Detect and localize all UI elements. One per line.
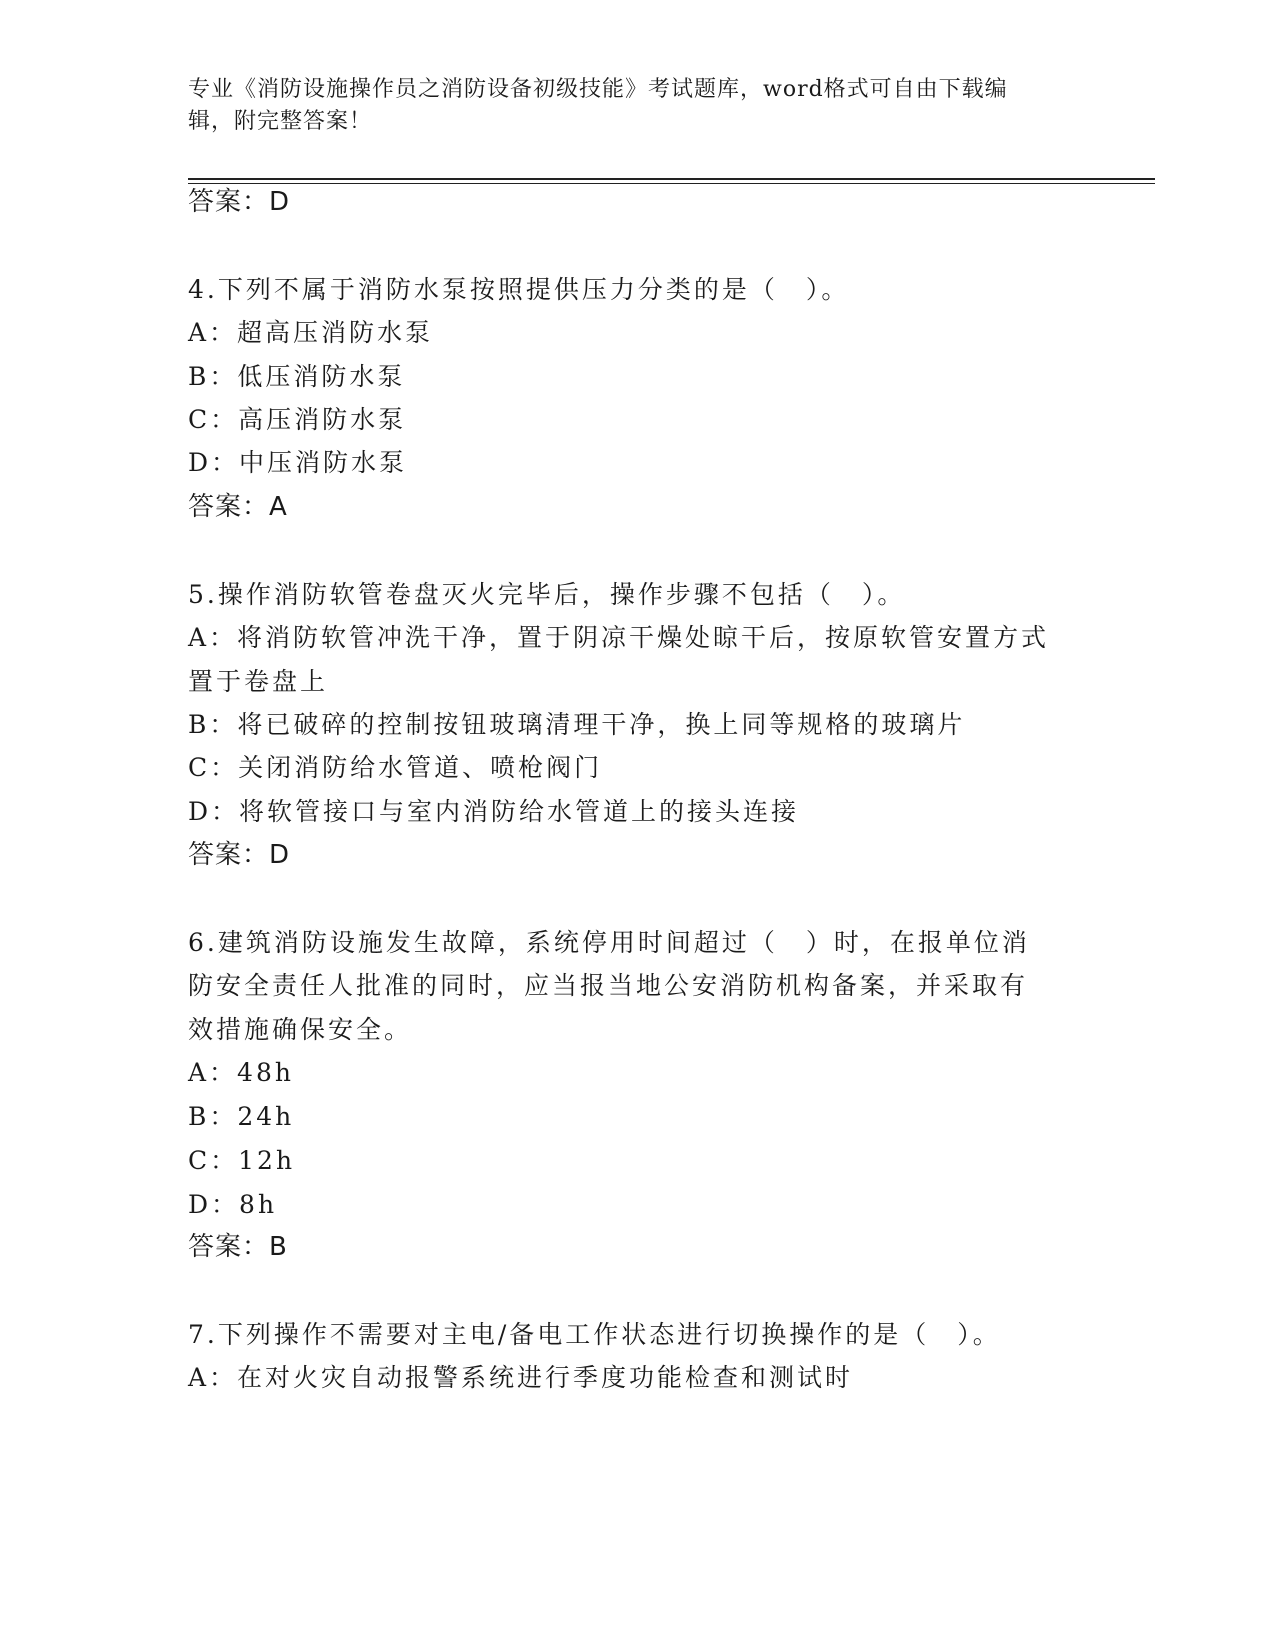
question-5-option-b: B：将已破碎的控制按钮玻璃清理干净，换上同等规格的玻璃片 xyxy=(188,710,966,739)
question-6-option-d: D：8h xyxy=(188,1190,278,1219)
question-5-option-a: A：将消防软管冲洗干净，置于阴凉干燥处晾干后，按原软管安置方式 xyxy=(188,623,1050,652)
header-rule-thick xyxy=(188,178,1155,180)
question-6-option-c: C：12h xyxy=(188,1146,296,1175)
question-6-answer: 答案：B xyxy=(188,1232,288,1262)
question-6-stem-line-2: 防安全责任人批准的同时，应当报当地公安消防机构备案，并采取有 xyxy=(188,971,1029,1000)
question-4-option-a: A：超高压消防水泵 xyxy=(188,318,434,347)
question-5-option-c: C：关闭消防给水管道、喷枪阀门 xyxy=(188,753,603,782)
header-rule-thin xyxy=(188,183,1155,184)
question-5-stem: 5.操作消防软管卷盘灭火完毕后，操作步骤不包括（ ）。 xyxy=(188,580,906,609)
question-4-answer: 答案：A xyxy=(188,492,288,522)
question-5-option-d: D：将软管接口与室内消防给水管道上的接头连接 xyxy=(188,797,800,826)
question-7-option-a: A：在对火灾自动报警系统进行季度功能检查和测试时 xyxy=(188,1363,854,1392)
header-line-1: 专业《消防设施操作员之消防设备初级技能》考试题库，word格式可自由下载编 xyxy=(188,77,1008,102)
question-4-stem: 4.下列不属于消防水泵按照提供压力分类的是（ ）。 xyxy=(188,275,850,304)
answer-previous: 答案：D xyxy=(188,187,291,217)
question-5-answer: 答案：D xyxy=(188,840,291,870)
question-6-stem-line-3: 效措施确保安全。 xyxy=(188,1015,413,1044)
question-6-option-b: B：24h xyxy=(188,1102,295,1131)
question-4-option-d: D：中压消防水泵 xyxy=(188,448,408,477)
question-4-option-b: B：低压消防水泵 xyxy=(188,362,406,391)
question-7-stem: 7.下列操作不需要对主电/备电工作状态进行切换操作的是（ ）。 xyxy=(188,1320,1001,1349)
document-header xyxy=(188,74,1068,138)
header-line-2: 辑，附完整答案！ xyxy=(188,109,373,134)
question-5-option-a-cont: 置于卷盘上 xyxy=(188,667,329,696)
question-4-option-c: C：高压消防水泵 xyxy=(188,405,407,434)
question-6-stem-line-1: 6.建筑消防设施发生故障，系统停用时间超过（ ）时，在报单位消 xyxy=(188,928,1030,957)
question-6-option-a: A：48h xyxy=(188,1058,294,1087)
